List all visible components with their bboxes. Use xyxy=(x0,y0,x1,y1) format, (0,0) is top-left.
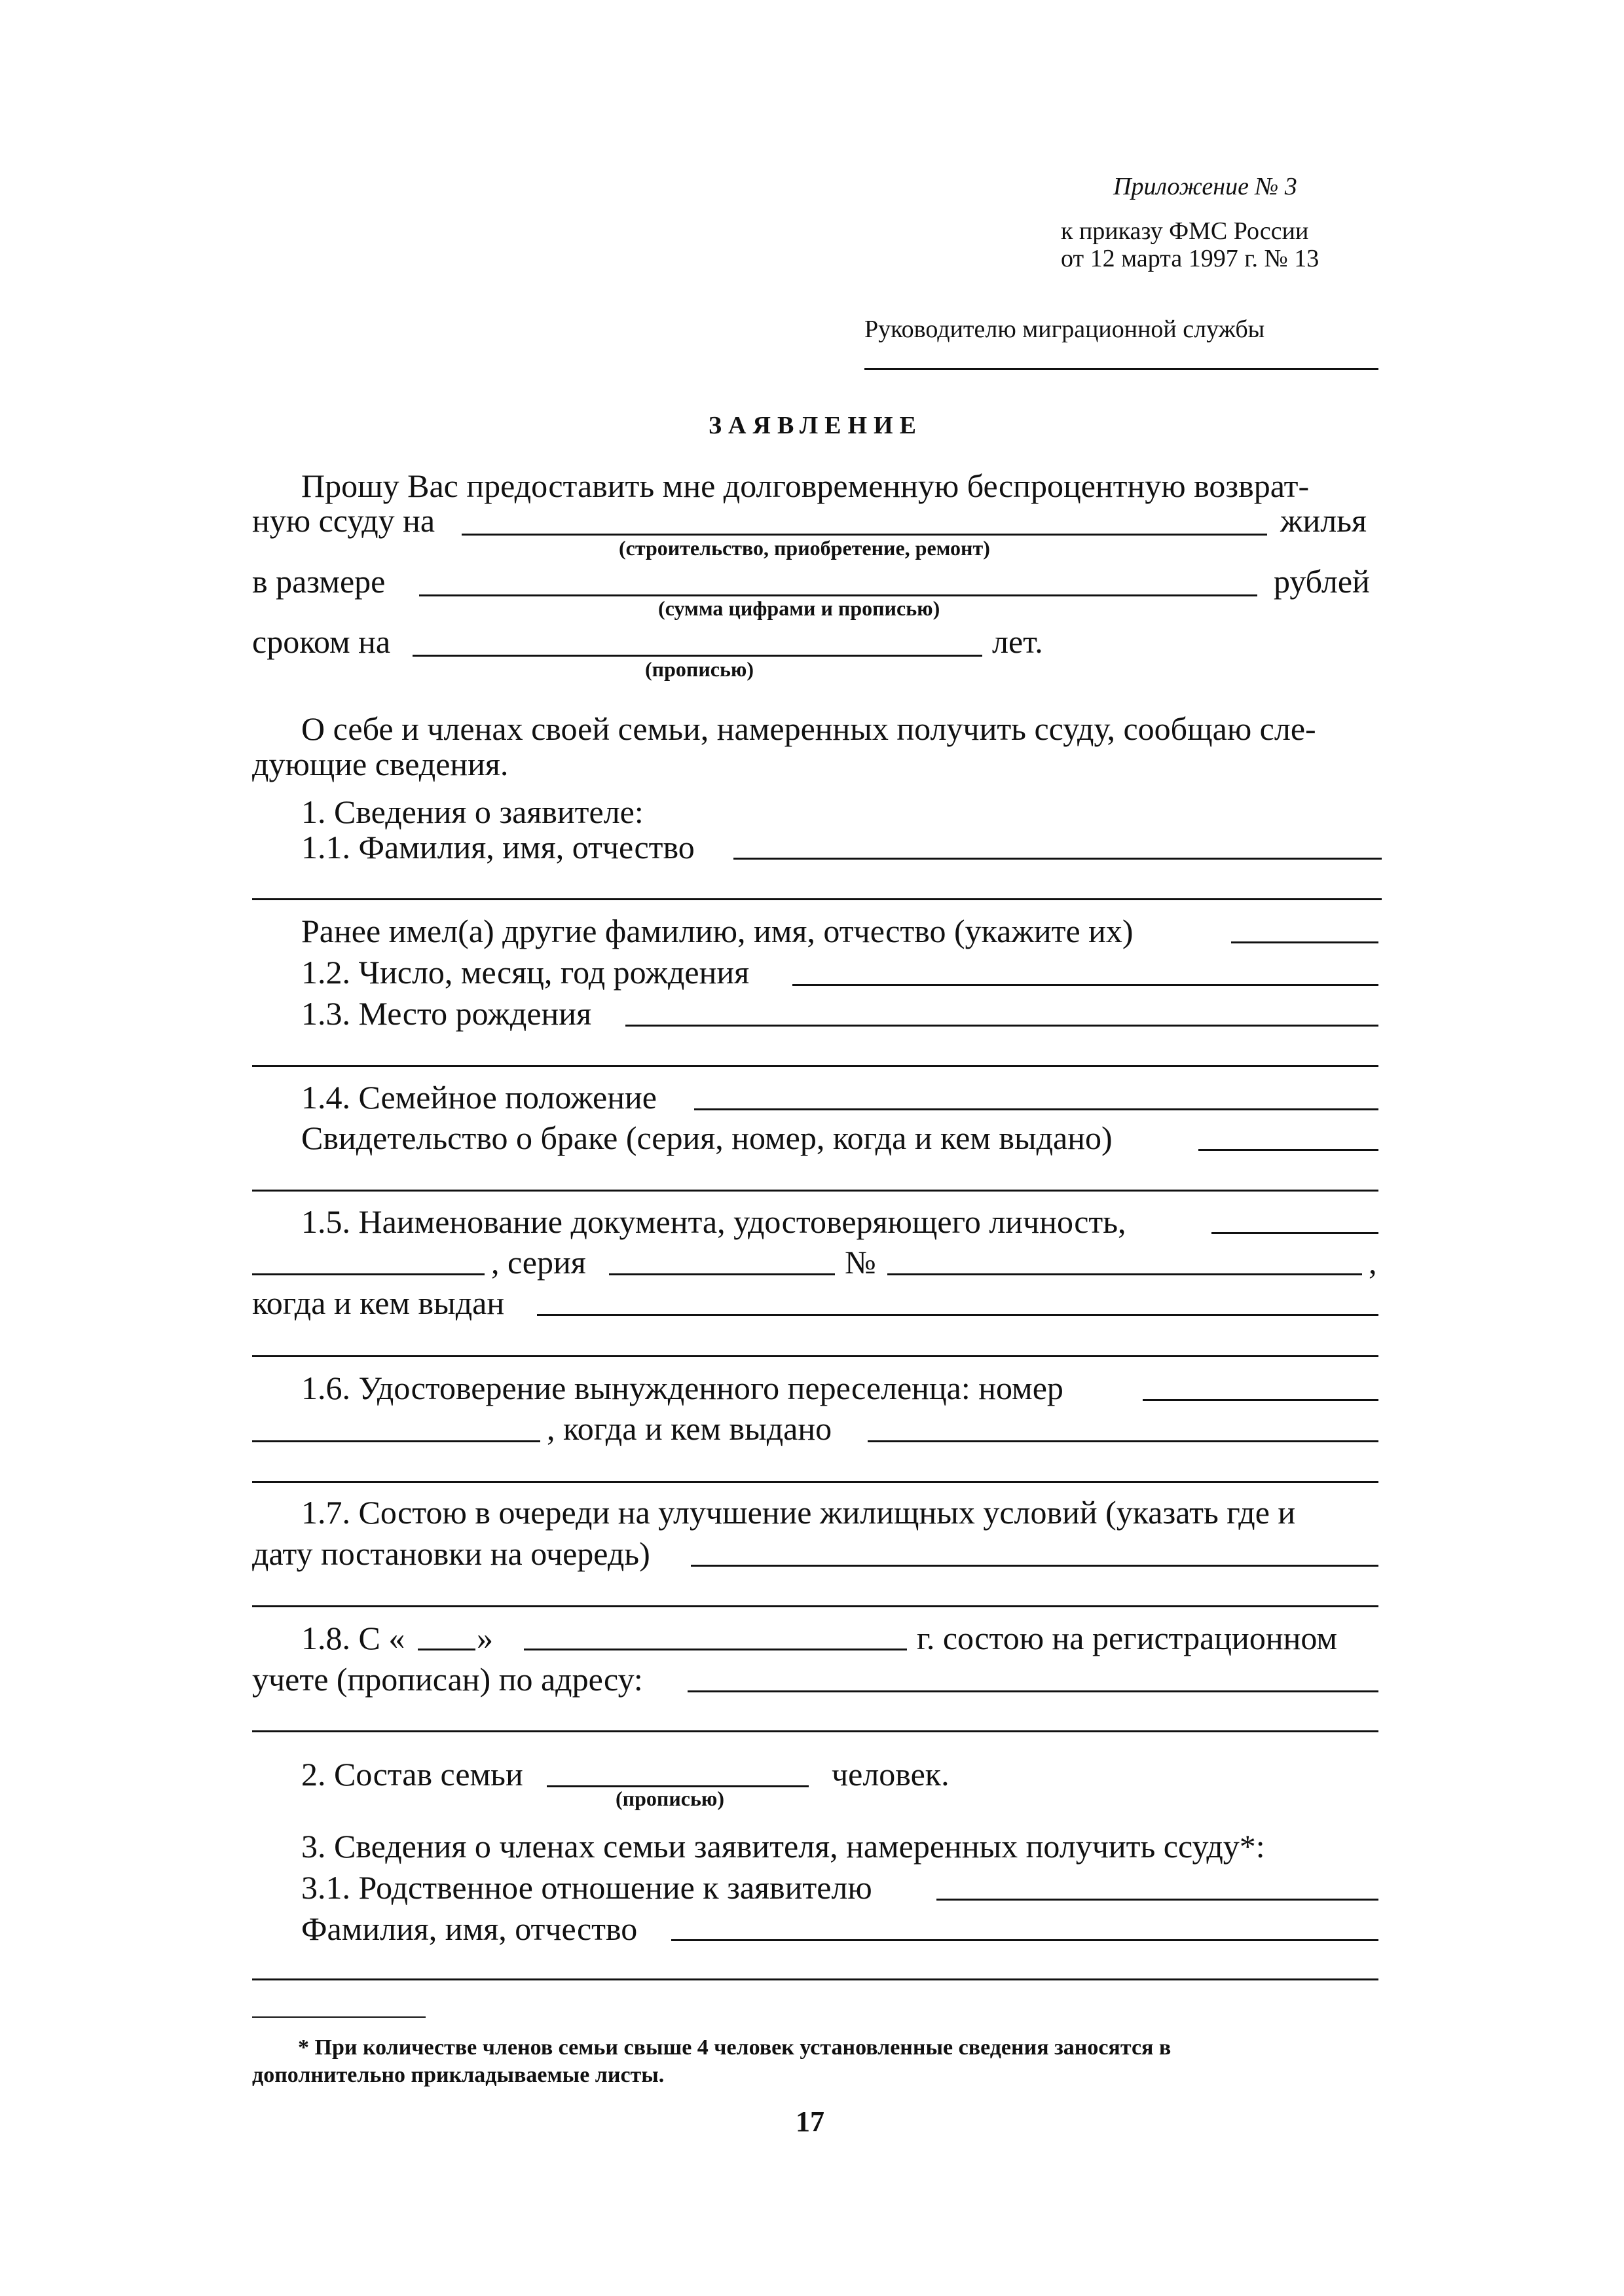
full-name-label: 1.1. Фамилия, имя, отчество xyxy=(301,829,695,866)
housing-queue-field-2[interactable] xyxy=(252,1605,1378,1607)
amount-label: в размере xyxy=(252,563,386,600)
term-unit: лет. xyxy=(992,623,1043,660)
footnote-line-2: дополнительно прикладываемые листы. xyxy=(252,2063,665,2087)
registration-address-field-2[interactable] xyxy=(252,1730,1378,1732)
intro-line-2-end: жилья xyxy=(1280,502,1367,539)
document-title: ЗАЯВЛЕНИЕ xyxy=(709,412,923,439)
displaced-issued-field-2[interactable] xyxy=(252,1481,1378,1483)
issued-by-field-2[interactable] xyxy=(252,1355,1378,1357)
housing-queue-line-2: дату постановки на очередь) xyxy=(252,1535,650,1572)
marriage-cert-field[interactable] xyxy=(1198,1149,1378,1151)
addressee-label: Руководителю миграционной службы xyxy=(864,316,1265,343)
relationship-field[interactable] xyxy=(936,1899,1378,1901)
footnote-line-1: * При количестве членов семьи свыше 4 человек установленные сведения заносятся в xyxy=(298,2035,1172,2060)
birth-place-field-2[interactable] xyxy=(252,1065,1378,1067)
previous-names-field[interactable] xyxy=(1231,941,1378,943)
section-1-heading: 1. Сведения о заявителе: xyxy=(301,793,644,830)
registration-text: г. состою на регистрационном xyxy=(917,1620,1338,1656)
id-document-label: 1.5. Наименование документа, удостоверяющего личность, xyxy=(301,1203,1126,1240)
full-name-field[interactable] xyxy=(733,858,1382,860)
issued-by-label: когда и кем выдан xyxy=(252,1285,505,1321)
order-line-1: к приказу ФМС России xyxy=(1061,217,1309,245)
amount-unit: рублей xyxy=(1274,563,1370,600)
registration-quote-close: » xyxy=(477,1620,493,1656)
id-document-field[interactable] xyxy=(1211,1232,1378,1234)
marriage-cert-field-2[interactable] xyxy=(252,1190,1378,1192)
family-size-label: 2. Состав семьи xyxy=(301,1756,523,1793)
number-label: № xyxy=(845,1244,876,1281)
term-hint: (прописью) xyxy=(645,657,754,681)
birth-place-field[interactable] xyxy=(625,1025,1378,1027)
intro-line-1: Прошу Вас предоставить мне долговременную беспроцентную возврат- xyxy=(301,467,1310,504)
amount-hint: (сумма цифрами и прописью) xyxy=(658,596,940,620)
addressee-line[interactable] xyxy=(864,368,1378,370)
loan-purpose-hint: (строительство, приобретение, ремонт) xyxy=(619,536,990,560)
footnote-separator xyxy=(252,2016,426,2018)
appendix-label: Приложение № 3 xyxy=(1113,173,1297,200)
displaced-issued-label: , когда и кем выдано xyxy=(547,1410,832,1447)
family-size-unit: человек. xyxy=(832,1756,950,1793)
registration-day-field[interactable] xyxy=(418,1649,475,1650)
intro-line-2-label: ную ссуду на xyxy=(252,502,435,539)
series-field[interactable] xyxy=(609,1273,835,1275)
series-label: , серия xyxy=(491,1244,586,1281)
member-name-field[interactable] xyxy=(671,1939,1378,1941)
marital-status-field[interactable] xyxy=(694,1108,1378,1110)
registration-month-year-field[interactable] xyxy=(524,1649,907,1650)
order-line-2: от 12 марта 1997 г. № 13 xyxy=(1061,245,1320,272)
registration-address-label: учете (прописан) по адресу: xyxy=(252,1661,643,1698)
displaced-cert-label: 1.6. Удостоверение вынужденного переселенца: номер xyxy=(301,1370,1063,1406)
birth-place-label: 1.3. Место рождения xyxy=(301,995,592,1032)
page-number: 17 xyxy=(796,2105,824,2138)
number-field[interactable] xyxy=(887,1273,1362,1275)
displaced-cert-number-field[interactable] xyxy=(1143,1399,1378,1401)
issued-by-field[interactable] xyxy=(537,1314,1378,1316)
id-document-name-field[interactable] xyxy=(252,1273,485,1275)
member-name-label: Фамилия, имя, отчество xyxy=(301,1910,638,1947)
housing-queue-line-1: 1.7. Состою в очереди на улучшение жилищных условий (указать где и xyxy=(301,1494,1296,1531)
number-comma: , xyxy=(1369,1244,1377,1281)
displaced-issued-field[interactable] xyxy=(868,1440,1378,1442)
displaced-cert-field-2[interactable] xyxy=(252,1440,540,1442)
housing-queue-field[interactable] xyxy=(691,1565,1378,1567)
registration-date-label: 1.8. С « xyxy=(301,1620,405,1656)
term-label: сроком на xyxy=(252,623,391,660)
birth-date-label: 1.2. Число, месяц, год рождения xyxy=(301,954,750,991)
marriage-cert-label: Свидетельство о браке (серия, номер, когда и кем выдано) xyxy=(301,1120,1113,1156)
family-size-hint: (прописью) xyxy=(616,1787,724,1810)
birth-date-field[interactable] xyxy=(792,984,1378,986)
marital-status-label: 1.4. Семейное положение xyxy=(301,1079,657,1116)
registration-address-field[interactable] xyxy=(688,1690,1378,1692)
relationship-label: 3.1. Родственное отношение к заявителю xyxy=(301,1869,872,1906)
section-3-heading: 3. Сведения о членах семьи заявителя, намеренных получить ссуду*: xyxy=(301,1828,1265,1865)
previous-names-label: Ранее имел(а) другие фамилию, имя, отчество (укажите их) xyxy=(301,913,1134,949)
member-name-field-2[interactable] xyxy=(252,1978,1378,1980)
about-line-2: дующие сведения. xyxy=(252,746,509,782)
full-name-field-2[interactable] xyxy=(252,898,1382,900)
about-line-1: О себе и членах своей семьи, намеренных получить ссуду, сообщаю сле- xyxy=(301,710,1316,747)
